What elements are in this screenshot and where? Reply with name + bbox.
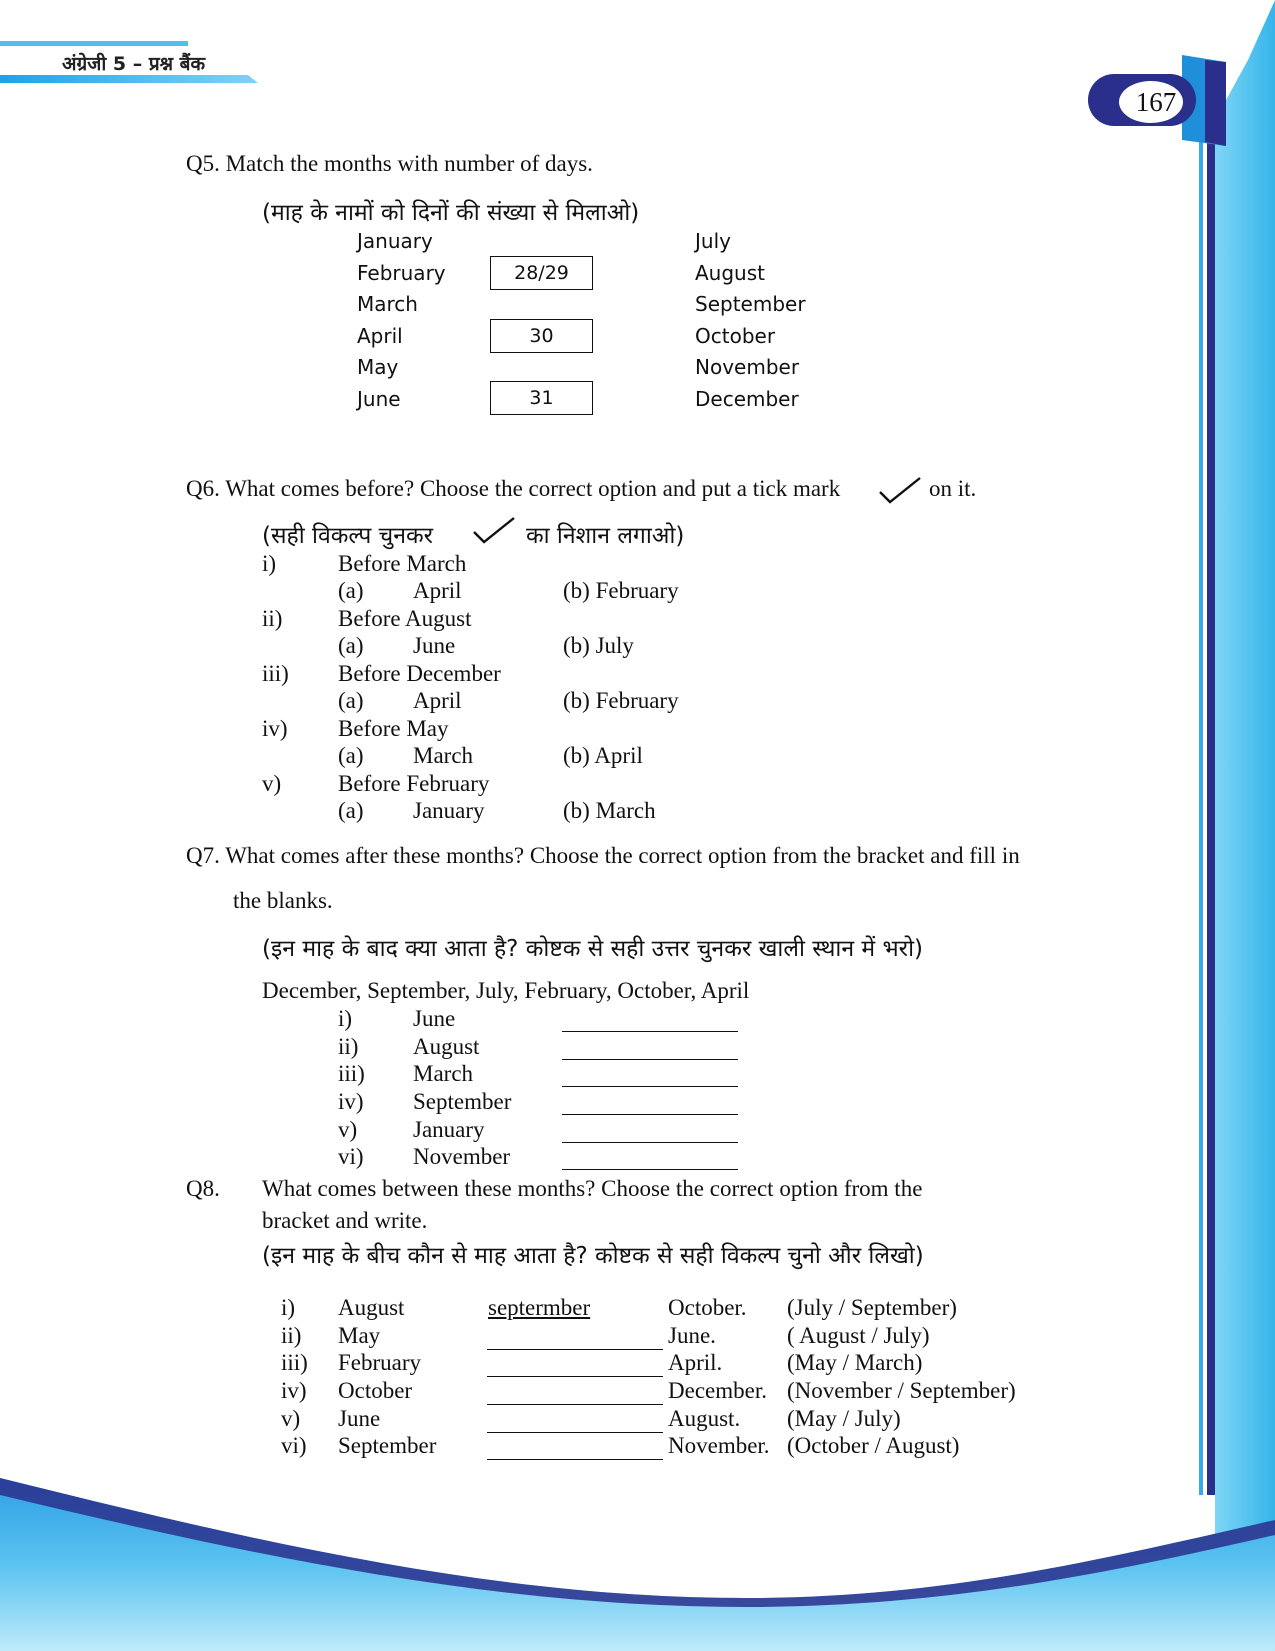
q8-item-choices: (October / August) <box>787 1433 960 1458</box>
q7-item-num: iv) <box>338 1089 364 1114</box>
q7-item-month: August <box>413 1034 480 1059</box>
left-month: June <box>357 387 401 411</box>
page-number: 167 <box>1135 87 1177 117</box>
right-band <box>1215 0 1275 1651</box>
q6-item-label: Before February <box>338 771 490 796</box>
q5-hindi: (माह के नामों को दिनों की संख्या से मिलाओ) <box>262 200 640 226</box>
q8-item-num: vi) <box>281 1433 307 1458</box>
q8-answer-filled[interactable]: septermber <box>488 1295 591 1320</box>
q7-item-num: v) <box>338 1117 358 1142</box>
q6-option-a-tag: (a) <box>338 578 364 603</box>
q6-option-a-tag: (a) <box>338 688 364 713</box>
q8-item-num: i) <box>281 1295 296 1320</box>
days-box: 30 <box>490 319 593 353</box>
q6-hindi-end: का निशान लगाओ) <box>526 523 685 549</box>
check-icon <box>472 514 516 544</box>
q7-answer-blank[interactable] <box>562 1169 738 1170</box>
q6-hindi-start: (सही विकल्प चुनकर <box>262 523 434 549</box>
q8-answer-blank[interactable] <box>487 1404 663 1405</box>
right-month: October <box>695 324 776 348</box>
check-icon <box>878 474 922 504</box>
q7-item-month: March <box>413 1061 474 1086</box>
q8-answer-blank[interactable] <box>487 1432 663 1433</box>
q6-option-a: March <box>413 743 474 768</box>
left-month: May <box>357 355 399 379</box>
q7-answer-blank[interactable] <box>562 1031 738 1032</box>
tab-flap-shade <box>1205 60 1226 146</box>
days-box: 28/29 <box>490 256 593 290</box>
right-month: December <box>695 387 799 411</box>
q8-item-choices: (May / March) <box>787 1350 923 1375</box>
q6-option-a-tag: (a) <box>338 743 364 768</box>
header-bar-bottom <box>0 75 258 83</box>
q8-item-first: May <box>338 1323 381 1348</box>
q8-item-choices: (May / July) <box>787 1406 901 1431</box>
q7-answer-blank[interactable] <box>562 1086 738 1087</box>
q8-item-last: December. <box>668 1378 767 1403</box>
q6-option-a: April <box>413 578 462 603</box>
q8-item-choices: ( August / July) <box>787 1323 930 1348</box>
q6-title-end: on it. <box>929 476 977 501</box>
q6-option-b: (b) July <box>563 633 634 658</box>
q8-item-last: August. <box>668 1406 741 1431</box>
q7-item-month: January <box>413 1117 485 1142</box>
right-rule-light <box>1199 135 1203 1495</box>
q6-item-label: Before December <box>338 661 501 686</box>
q8-item-first: June <box>338 1406 381 1431</box>
left-month: March <box>357 292 418 316</box>
q6-option-b: (b) March <box>563 798 656 823</box>
q7-answer-blank[interactable] <box>562 1114 738 1115</box>
q7-item-num: ii) <box>338 1034 359 1059</box>
q6-title: Q6. What comes before? Choose the correct option and put a tick mark <box>186 476 841 501</box>
q8-item-last: November. <box>668 1433 770 1458</box>
q6-option-a-tag: (a) <box>338 798 364 823</box>
q7-item-num: iii) <box>338 1061 365 1086</box>
q8-item-first: August <box>338 1295 405 1320</box>
left-month: April <box>357 324 403 348</box>
q8-item-num: v) <box>281 1406 301 1431</box>
q8-item-choices: (November / September) <box>787 1378 1016 1403</box>
right-month: August <box>695 261 765 285</box>
q7-item-num: vi) <box>338 1144 364 1169</box>
q8-item-num: iv) <box>281 1378 307 1403</box>
q7-item-month: September <box>413 1089 512 1114</box>
q8-answer-blank[interactable] <box>487 1459 663 1460</box>
q6-option-a: January <box>413 798 485 823</box>
q8-label: Q8. <box>186 1176 220 1201</box>
q8-item-first: September <box>338 1433 437 1458</box>
left-month: February <box>357 261 446 285</box>
q6-item-num: iv) <box>262 716 288 741</box>
q6-item-label: Before August <box>338 606 472 631</box>
q8-item-first: February <box>338 1350 422 1375</box>
q8-hindi: (इन माह के बीच कौन से माह आता है? कोष्टक से सही विकल्प चुनो और लिखो) <box>262 1243 924 1269</box>
left-month: January <box>357 229 433 253</box>
q6-option-b: (b) February <box>563 688 679 713</box>
q7-title-cont: the blanks. <box>233 888 333 913</box>
q8-item-first: October <box>338 1378 413 1403</box>
q7-title: Q7. What comes after these months? Choose the correct option from the bracket and fill in <box>186 843 1020 868</box>
q8-item-last: April. <box>668 1350 723 1375</box>
q5-title: Q5. Match the months with number of days. <box>186 151 593 176</box>
q6-item-num: i) <box>262 551 277 576</box>
q7-item-month: November <box>413 1144 511 1169</box>
header-bar-top <box>0 41 188 46</box>
q8-answer-blank[interactable] <box>487 1349 663 1350</box>
q7-item-month: June <box>413 1006 456 1031</box>
q8-item-num: ii) <box>281 1323 302 1348</box>
q6-item-label: Before March <box>338 551 467 576</box>
q6-option-b: (b) April <box>563 743 643 768</box>
q8-item-last: October. <box>668 1295 747 1320</box>
days-box: 31 <box>490 381 593 415</box>
q7-item-num: i) <box>338 1006 353 1031</box>
right-rule-dark <box>1207 135 1215 1495</box>
q8-item-num: iii) <box>281 1350 308 1375</box>
q7-answer-blank[interactable] <box>562 1142 738 1143</box>
q6-item-label: Before May <box>338 716 449 741</box>
q8-answer-blank[interactable] <box>487 1376 663 1377</box>
q7-options: December, September, July, February, October, April <box>262 978 750 1003</box>
q8-item-last: June. <box>668 1323 716 1348</box>
right-month: November <box>695 355 800 379</box>
q6-item-num: v) <box>262 771 282 796</box>
q6-item-num: ii) <box>262 606 283 631</box>
right-month: July <box>695 229 731 253</box>
q6-option-a: April <box>413 688 462 713</box>
q6-option-a-tag: (a) <box>338 633 364 658</box>
header-title: अंग्रेजी 5 – प्रश्न बैंक <box>62 53 206 75</box>
q7-answer-blank[interactable] <box>562 1059 738 1060</box>
q8-item-choices: (July / September) <box>787 1295 957 1320</box>
q7-hindi: (इन माह के बाद क्या आता है? कोष्टक से सही उत्तर चुनकर खाली स्थान में भरो) <box>262 936 923 962</box>
q8-title-cont: bracket and write. <box>262 1208 428 1233</box>
q6-option-b: (b) February <box>563 578 679 603</box>
right-month: September <box>695 292 806 316</box>
q8-title: What comes between these months? Choose the correct option from the <box>262 1176 923 1201</box>
q6-option-a: June <box>413 633 456 658</box>
q6-item-num: iii) <box>262 661 289 686</box>
